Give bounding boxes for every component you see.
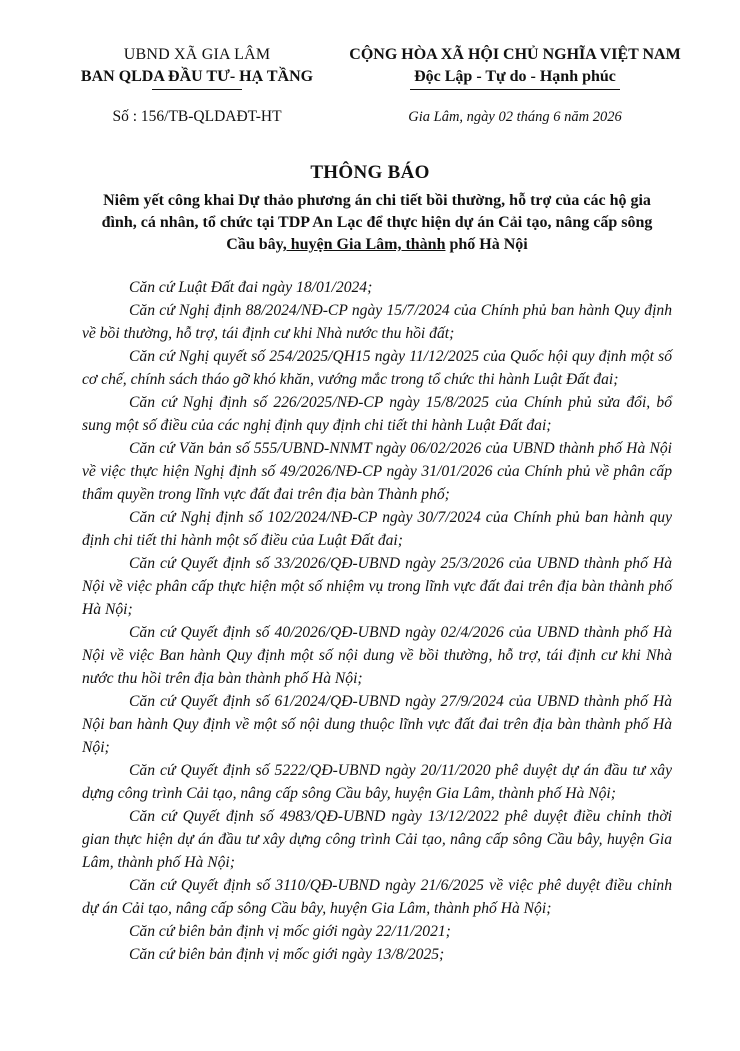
legal-basis-paragraph: Căn cứ Văn bản số 555/UBND-NNMT ngày 06/02/2026 của UBND thành phố Hà Nội về việc thực hiện Nghị định số 49/2026/NĐ-CP ngày 31/01/2026 của Chính phủ về phân cấp thẩm quyền trong lĩnh vực đất đai trên địa bàn Thành phố; (82, 440, 672, 503)
legal-basis-paragraph: Căn cứ biên bản định vị mốc giới ngày 22/11/2021; (129, 923, 451, 940)
national-motto: Độc Lập - Tự do - Hạnh phúc (414, 68, 616, 85)
issuer-org: BAN QLDA ĐẦU TƯ- HẠ TẦNG (80, 68, 314, 85)
legal-basis-paragraph: Căn cứ Quyết định số 3110/QĐ-UBND ngày 21/6/2025 về việc phê duyệt điều chỉnh dự án Cải tạo, nâng cấp sông Cầu bây, huyện Gia Lâm, thành phố Hà Nội; (82, 877, 672, 917)
nation-name: CỘNG HÒA XÃ HỘI CHỦ NGHĨA VIỆT NAM (349, 46, 681, 63)
place-date: Gia Lâm, ngày 02 tháng 6 năm 2026 (408, 109, 622, 125)
legal-basis-paragraph: Căn cứ Quyết định số 33/2026/QĐ-UBND ngày 25/3/2026 của UBND thành phố Hà Nội về việc phân cấp thực hiện một số nhiệm vụ trong lĩnh vực đất đai trên địa bàn thành phố Hà Nội; (82, 555, 672, 618)
national-heading (320, 44, 710, 128)
subtitle-part-3: phố Hà Nội (445, 236, 528, 253)
legal-basis-paragraph: Căn cứ Quyết định số 5222/QĐ-UBND ngày 20/11/2020 phê duyệt dự án đầu tư xây dựng công trình Cải tạo, nâng cấp sông Cầu bây, huyện Gia Lâm, thành phố Hà Nội; (82, 762, 672, 802)
legal-basis-paragraph: Căn cứ Nghị định 88/2024/NĐ-CP ngày 15/7/2024 của Chính phủ ban hành Quy định về bồi thường, hỗ trợ, tái định cư khi Nhà nước thu hồi đất; (82, 302, 672, 342)
issuer-parent-org: UBND XÃ GIA LÂM (123, 46, 271, 63)
legal-basis-paragraph: Căn cứ Nghị quyết số 254/2025/QH15 ngày 11/12/2025 của Quốc hội quy định một số cơ chế, chính sách tháo gỡ khó khăn, vướng mắc trong tổ chức thi hành Luật Đất đai; (82, 348, 672, 388)
document-number: Số : 156/TB-QLDAĐT-HT (112, 108, 282, 125)
legal-basis-paragraph: Căn cứ Quyết định số 4983/QĐ-UBND ngày 13/12/2022 phê duyệt điều chỉnh thời gian thực hiện dự án đầu tư xây dựng công trình Cải tạo, nâng cấp sông Cầu bây, huyện Gia Lâm, thành phố Hà Nội; (82, 808, 672, 871)
legal-basis-paragraph: Căn cứ Quyết định số 61/2024/QĐ-UBND ngày 27/9/2024 của UBND thành phố Hà Nội ban hành Quy định về một số nội dung thuộc lĩnh vực đất đai trên địa bàn thành phố Hà Nội; (82, 693, 672, 756)
subtitle-part-2-underlined: , huyện Gia Lâm, thành (282, 236, 446, 253)
document-title: THÔNG BÁO (310, 162, 430, 183)
subtitle-part-1: Niêm yết công khai Dự thảo phương án chi tiết bồi thường, hỗ trợ của các hộ gia đình, cá nhân, tổ chức tại TDP An Lạc để thực hiện dự án Cải tạo, nâng cấp sông Cầu bây (101, 192, 653, 253)
legal-basis-paragraph: Căn cứ biên bản định vị mốc giới ngày 13/8/2025; (129, 946, 445, 963)
legal-basis-paragraph: Căn cứ Nghị định số 102/2024/NĐ-CP ngày 30/7/2024 của Chính phủ ban hành quy định chi tiết thi hành một số điều của Luật Đất đai; (82, 509, 672, 549)
document-subtitle (92, 190, 662, 256)
motto-divider (410, 89, 620, 90)
issuer-divider (152, 89, 242, 90)
legal-basis-paragraph: Căn cứ Luật Đất đai ngày 18/01/2024; (129, 279, 373, 296)
legal-basis-paragraph: Căn cứ Nghị định số 226/2025/NĐ-CP ngày 15/8/2025 của Chính phủ sửa đổi, bổ sung một số điều của các nghị định quy định chi tiết thi hành Luật Đất đai; (82, 394, 672, 434)
legal-basis-paragraph: Căn cứ Quyết định số 40/2026/QĐ-UBND ngày 02/4/2026 của UBND thành phố Hà Nội về việc Ban hành Quy định một số nội dung về bồi thường, hỗ trợ, tái định cư khi Nhà nước thu hồi trên địa bàn thành phố Hà Nội; (82, 624, 672, 687)
issuer-block (52, 44, 342, 128)
legal-basis-list (82, 276, 672, 966)
